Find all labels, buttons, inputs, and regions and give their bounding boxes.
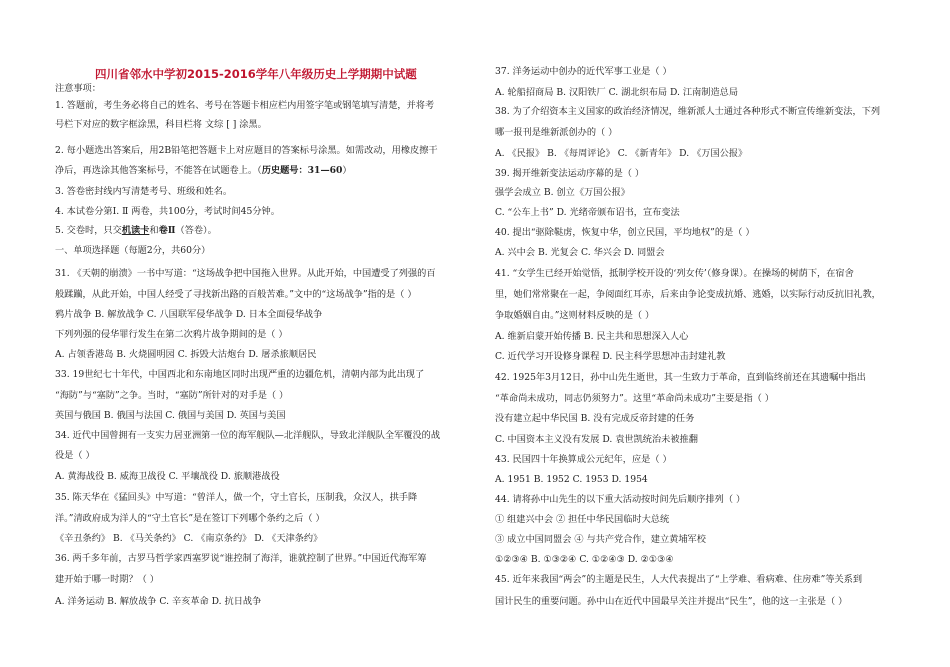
left-column-line: [55, 186, 232, 198]
right-column-line: [495, 227, 755, 239]
left-column-line: [55, 533, 322, 545]
line-text: 注意事项：: [55, 83, 101, 94]
left-column-line: [55, 268, 436, 280]
left-column-line: [55, 100, 434, 112]
line-text: A. 黄海战役 B. 威海卫战役 C. 平壤战役 D. 旅顺港战役: [55, 471, 280, 482]
line-text: （答卷）。: [175, 225, 217, 236]
line-text: A. 维新启蒙开始传播 B. 民主共和思想深入人心: [495, 331, 689, 342]
right-column-line: [495, 534, 706, 546]
line-text: 般蹂躏，从此开始，中国人经受了寻找新出路的百般苦难。”文中的“这场战争”指的是（ ）: [55, 289, 417, 300]
line-text: 44. 请将孙中山先生的以下重大活动按时间先后顺序排列（ ）: [495, 494, 746, 505]
left-column-line: [55, 430, 440, 442]
left-column-line: [55, 596, 261, 608]
right-column-line: [495, 494, 745, 506]
left-column-line: [55, 553, 426, 565]
right-column-line: [495, 393, 774, 405]
bold-text: 卷Ⅱ: [158, 225, 176, 236]
right-column-line: [495, 187, 630, 199]
left-column-line: [55, 329, 288, 341]
line-text: “革命尚未成功，同志仍须努力”。这里“革命尚未成功”主要是指（ ）: [495, 393, 774, 404]
right-column-line: [495, 554, 674, 566]
line-text: 争取婚姻自由。”这则材料反映的是（ ）: [495, 310, 655, 321]
line-text: ③ 成立中国同盟会 ④ 与共产党合作，建立黄埔军校: [495, 534, 706, 545]
line-text: 没有建立起中华民国 B. 没有完成反帝封建的任务: [495, 413, 695, 424]
left-column-line: [55, 83, 101, 95]
line-text: 37. 洋务运动中创办的近代军事工业是（ ）: [495, 66, 672, 77]
line-text: A. 洋务运动 B. 解放战争 C. 辛亥革命 D. 抗日战争: [55, 596, 262, 607]
line-text: 5. 交卷时，只交: [55, 225, 122, 236]
right-column-line: [495, 574, 862, 586]
right-column-line: [495, 413, 694, 425]
line-text: 净后，再选涂其他答案标号，不能答在试题卷上。（: [55, 165, 262, 176]
line-text: A. 轮船招商局 B. 汉阳铁厂 C. 湖北织布局 D. 江南制造总局: [495, 87, 739, 98]
right-column-line: [495, 106, 880, 118]
left-column-line: [55, 450, 95, 462]
line-text: 40. 提出“驱除鞑虏，恢复中华，创立民国，平均地权”的是（ ）: [495, 227, 755, 238]
left-column-line: [55, 390, 288, 402]
line-text: 36. 两千多年前，古罗马哲学家西塞罗说“谁控制了海洋，谁就控制了世界。”中国近代海军筹: [55, 553, 427, 564]
line-text: ① 组建兴中会 ② 担任中华民国临时大总统: [495, 514, 670, 525]
right-column-line: [495, 596, 847, 608]
left-column-line: [55, 225, 217, 237]
right-column-line: [495, 310, 654, 322]
right-column-line: [495, 247, 665, 259]
left-column-line: [55, 471, 280, 483]
exam-title: 四川省邻水中学初2015-2016学年八年级历史上学期期中试题: [95, 67, 417, 81]
left-column-line: [55, 206, 280, 218]
line-text: 42. 1925年3月12日，孙中山先生逝世，其一生致力于革命，直到临终前还在其遗嘱中指出: [495, 372, 866, 383]
line-text: C. 近代学习开设修身课程 D. 民主科学思想冲击封建礼教: [495, 351, 726, 362]
right-column-line: [495, 87, 738, 99]
line-text: 2. 每小题选出答案后，用2B铅笔把答题卡上对应题目的答案标号涂黑。如需改动，用橡皮擦干: [55, 145, 438, 156]
line-text: A. 兴中会 B. 光复会 C. 华兴会 D. 同盟会: [495, 247, 665, 258]
line-text: “海防”与“塞防”之争。当时，“塞防”所针对的对手是（ ）: [55, 390, 289, 401]
right-column-line: [495, 289, 881, 301]
line-text: 哪一报刊是维新派创办的（ ）: [495, 127, 618, 138]
left-column-line: [55, 349, 316, 361]
left-column-line: [55, 369, 424, 381]
right-column-line: [495, 434, 698, 446]
underlined-text: 机读卡: [121, 225, 150, 236]
right-column-line: [495, 148, 747, 160]
line-text: 下列列强的侵华罪行发生在第二次鸦片战争期间的是（ ）: [55, 329, 288, 340]
line-text: 33. 19世纪七十年代，中国西北和东南地区同时出现严重的边疆危机，清朝内部为此出现了: [55, 369, 425, 380]
line-text: 3. 答卷密封线内写清楚考号、班级和姓名。: [55, 186, 233, 197]
right-column-line: [495, 207, 680, 219]
line-text: 洋。”清政府成为洋人的“守土官长”是在签订下列哪个条约之后（ ）: [55, 513, 325, 524]
line-text: 45. 近年来我国“两会”的主题是民生，人大代表提出了“上学难、看病难、住房难”等关系到: [495, 574, 863, 585]
line-text: A. 占领香港岛 B. 火烧圆明园 C. 拆毁大沽炮台 D. 屠杀旅顺居民: [55, 349, 317, 360]
line-text: 43. 民国四十年换算成公元纪年，应是（ ）: [495, 454, 672, 465]
left-column-line: [55, 145, 438, 157]
right-column-line: [495, 514, 669, 526]
line-text: 34. 近代中国曾拥有一支实力居亚洲第一位的海军舰队—北洋舰队，导致北洋舰队全军覆没的战: [55, 430, 441, 441]
line-text: C. “公车上书” D. 光绪帝颁布诏书，宣布变法: [495, 207, 680, 218]
left-column-line: [55, 119, 267, 131]
line-text: 英国与俄国 B. 俄国与法国 C. 俄国与美国 D. 英国与美国: [55, 410, 286, 421]
line-text: 国计民生的重要问题。孙中山在近代中国最早关注并提出“民生”，他的这一主张是（ ）: [495, 596, 848, 607]
left-column-line: [55, 410, 286, 422]
line-text: 4. 本试卷分第Ⅰ. Ⅱ 两卷，共100分，考试时间45分钟。: [55, 206, 280, 217]
right-column-line: [495, 474, 648, 486]
line-text: 强学会成立 B. 创立《万国公报》: [495, 187, 630, 198]
line-text: 和: [149, 225, 159, 236]
left-column-line: [55, 289, 417, 301]
left-column-line: [55, 165, 352, 177]
line-text: 35. 陈天华在《猛回头》中写道：“曾洋人，做一个，守土官长，压制我，众汉人，拱手降: [55, 492, 418, 503]
right-column-line: [495, 66, 672, 78]
bold-text: 历史题号：31—60: [261, 165, 343, 176]
line-text: ①②③④ B. ①③②④ C. ①②④③ D. ②①③④: [495, 554, 674, 565]
line-text: 号栏下对应的数字框涂黑，科目栏将 文综 [ ] 涂黑。: [55, 119, 267, 130]
right-column-line: [495, 127, 617, 139]
line-text: 一、单项选择题（每题2分，共60分）: [55, 245, 211, 256]
left-column-line: [55, 574, 159, 586]
right-column-line: [495, 331, 688, 343]
line-text: 里，她们常常聚在一起，争阅面红耳赤，后来由争论变成抗婚、逃婚，以实际行动反抗旧礼教，: [495, 289, 881, 300]
line-text: ）: [342, 165, 352, 176]
left-column-line: [55, 245, 210, 257]
line-text: 1. 答题前，考生务必将自己的姓名、考号在答题卡相应栏内用签字笔或钢笔填写清楚，并将考: [55, 100, 435, 111]
line-text: 《辛丑条约》 B. 《马关条约》 C. 《南京条约》 D. 《天津条约》: [55, 533, 323, 544]
line-text: 38. 为了介绍资本主义国家的政治经济情况，维新派人士通过各种形式不断宣传维新变法，下列: [495, 106, 881, 117]
line-text: A. 1951 B. 1952 C. 1953 D. 1954: [495, 474, 648, 485]
line-text: 41. “女学生已经开始觉悟，抵制学校开设的‘列女传’（修身课）。在操场的树荫下，在宿舍: [495, 268, 854, 279]
right-column-line: [495, 268, 854, 280]
line-text: 鸦片战争 B. 解放战争 C. 八国联军侵华战争 D. 日本全面侵华战争: [55, 309, 323, 320]
line-text: 31. 《天朝的崩溃》一书中写道：“这场战争把中国拖入世界。从此开始，中国遭受了列强的百: [55, 268, 436, 279]
line-text: A. 《民报》 B. 《每周评论》 C. 《新青年》 D. 《万国公报》: [495, 148, 748, 159]
line-text: 役是（ ）: [55, 450, 95, 461]
right-column-line: [495, 372, 866, 384]
left-column-line: [55, 492, 417, 504]
right-column-line: [495, 168, 644, 180]
line-text: 39. 揭开维新变法运动序幕的是（ ）: [495, 168, 645, 179]
line-text: 建开始于哪一时期？（ ）: [55, 574, 159, 585]
right-column-line: [495, 351, 725, 363]
line-text: C. 中国资本主义没有发展 D. 袁世凯统治未被推翻: [495, 434, 698, 445]
left-column-line: [55, 309, 322, 321]
right-column-line: [495, 454, 672, 466]
left-column-line: [55, 513, 325, 525]
